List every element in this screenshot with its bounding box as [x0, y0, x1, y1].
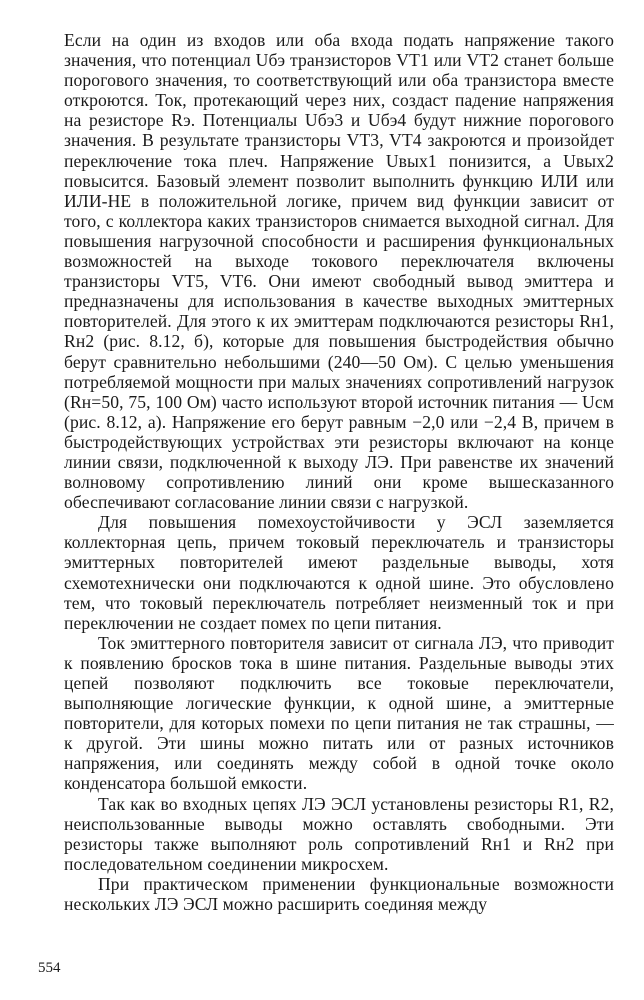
- paragraph-3: Ток эмиттерного повторителя зависит от сигнала ЛЭ, что приводит к появлению бросков тока в шине питания. Раздельные выводы этих цепей позволяют подключить все токовые переключатели, выполняющие логические функции, к одной шине, а эмиттерные повторители, для которых помехи по цепи питания не так страшны, — к другой. Эти шины можно питать или от разных источников напряжения, или соединять между собой в одной точке около конденсатора большой емкости.: [64, 632, 614, 794]
- page-number: 554: [38, 960, 61, 976]
- paragraph-2: Для повышения помехоустойчивости у ЭСЛ заземляется коллекторная цепь, причем токовый переключатель и транзисторы эмиттерных повторителей имеют раздельные выводы, хотя схемотехнически они подключаются к одной шине. Это обусловлено тем, что токовый переключатель потребляет неизменный ток и при переключении не создает помех по цепи питания.: [64, 512, 614, 633]
- paragraph-4: Так как во входных цепях ЛЭ ЭСЛ установлены резисторы R1, R2, неиспользованные выводы можно оставлять свободными. Эти резисторы также выполняют роль сопротивлений Rн1 и Rн2 при последовательном соединении микросхем.: [64, 793, 614, 874]
- page-text-block: [64, 30, 614, 914]
- paragraph-5: При практическом применении функциональные возможности нескольких ЛЭ ЭСЛ можно расширить соединяя между: [64, 873, 614, 915]
- paragraph-1: Если на один из входов или оба входа подать напряжение такого значения, что потенциал Uбэ транзисторов VT1 или VT2 станет больше порогового значения, то соответствующий или оба транзистора вместе откроются. Ток, протекающий через них, создаст падение напряжения на резисторе Rэ. Потенциалы Uбэ3 и Uбэ4 будут нижние порогового значения. В результате транзисторы VT3, VT4 закроются и произойдет переключение тока плеч. Напряжение Uвых1 понизится, а Uвых2 повысится. Базовый элемент позволит выполнить функцию ИЛИ или ИЛИ-НЕ в положительной логике, причем вид функции зависит от того, с коллектора каких транзисторов снимается выходной сигнал. Для повышения нагрузочной способности и расширения функциональных возможностей на выходе токового переключателя включены транзисторы VT5, VT6. Они имеют свободный вывод эмиттера и предназначены для использования в качестве выходных эмиттерных повторителей. Для этого к их эмиттерам подключаются резисторы Rн1, Rн2 (рис. 8.12, б), которые для повышения быстродействия обычно берут сравнительно небольшими (240—50 Ом). С целью уменьшения потребляемой мощности при малых значениях сопротивлений нагрузок (Rн=50, 75, 100 Ом) часто используют второй источник питания — Uсм (рис. 8.12, а). Напряжение его берут равным −2,0 или −2,4 В, причем в быстродействующих устройствах эти резисторы включают на конце линии связи, подключенной к выходу ЛЭ. При равенстве их значений волновому сопротивлению линий они кроме вышесказанного обеспечивают согласование линии связи с нагрузкой.: [64, 30, 614, 513]
